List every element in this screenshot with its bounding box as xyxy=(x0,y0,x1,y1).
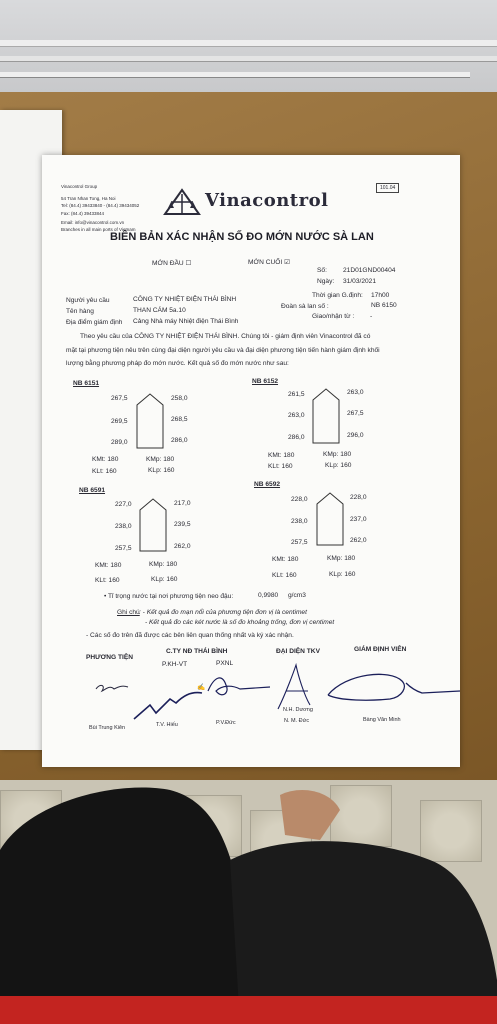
goods-label: Tên hàng xyxy=(66,308,94,315)
paper-stack-background xyxy=(0,0,497,92)
intro-line-2: mặt tại phương tiện nêu trên cùng đại diện người yêu cầu và đại diện phương tiện tiến hành giám định khối xyxy=(66,347,380,354)
density-label: • Tỉ trọng nước tại nơi phương tiện neo đậu: xyxy=(104,593,234,600)
sig-pxnl: PXNL xyxy=(216,660,234,667)
red-fabric xyxy=(0,996,497,1024)
barge-diagram xyxy=(136,393,164,449)
barge-name: NB 6152 xyxy=(252,378,279,385)
barge-name: NB 6592 xyxy=(254,481,281,488)
density-unit: g/cm3 xyxy=(288,592,306,599)
draft-left-mid: 263,0 xyxy=(288,412,305,419)
form-code: 101.04 xyxy=(376,183,399,193)
draft-left-aft: 286,0 xyxy=(288,434,305,441)
document-title: BIÊN BẢN XÁC NHẬN SỐ ĐO MỚN NƯỚC SÀ LAN xyxy=(110,231,374,243)
barge-label: Đoàn sà lan số : xyxy=(281,303,329,310)
place-label: Địa điểm giám định xyxy=(66,319,123,326)
sig-name-4a: N.H. Dương xyxy=(283,707,313,713)
draft-left-aft: 257,5 xyxy=(115,545,132,552)
kmt-value: KMt: 180 xyxy=(272,556,299,563)
kmt-value: KMt: 180 xyxy=(95,562,122,569)
company-fax: Fax: (84.4) 39433844 xyxy=(61,211,105,216)
requester-value: CÔNG TY NHIỆT ĐIỆN THÁI BÌNH xyxy=(133,296,237,303)
draft-right-aft: 262,0 xyxy=(174,543,191,550)
signature-mark: ✍ xyxy=(197,684,206,691)
density-value: 0,9980 xyxy=(258,592,279,599)
draft-left-mid: 238,0 xyxy=(115,523,132,530)
kmt-value: KMt: 180 xyxy=(268,452,295,459)
doc-number: 21D01GND00404 xyxy=(343,267,396,274)
klp-value: KLp: 160 xyxy=(329,571,356,578)
draft-right-mid: 267,5 xyxy=(347,410,364,417)
place-value: Cảng Nhà máy Nhiệt điện Thái Bình xyxy=(133,318,239,325)
notes-line-1: : - Kết quả đo mạn nổi của phương tiện đơn vị là centimet xyxy=(139,609,307,616)
draft-right-aft: 262,0 xyxy=(350,537,367,544)
doc-number-label: Số: xyxy=(317,267,327,274)
kmt-value: KMt: 180 xyxy=(92,456,119,463)
intro-line-1: Theo yêu cầu của CÔNG TY NHIỆT ĐIỆN THÁI BÌNH. Chúng tôi - giám định viên Vinacontrol đã có xyxy=(80,333,371,340)
brand-name: Vinacontrol xyxy=(205,190,329,211)
klp-value: KLp: 160 xyxy=(148,467,175,474)
barge-value: NB 6150 xyxy=(371,302,397,309)
kmp-value: KMp: 180 xyxy=(323,451,352,458)
company-tel: Tel: (84.4) 39433840 - (84.4) 39434052 xyxy=(61,203,140,208)
notes-agreement: - Các số đo trên đã được các bên liên quan thống nhất và ký xác nhận. xyxy=(86,632,294,639)
time-value: 17h00 xyxy=(371,292,390,299)
company-name: Vinacontrol Group xyxy=(61,184,98,189)
company-branches: Branches in all main ports of Vietnam xyxy=(61,227,136,232)
company-address: 54 Tran Nhan Tong, Ha Noi xyxy=(61,196,116,201)
draft-right-aft: 296,0 xyxy=(347,432,364,439)
barge-name: NB 6151 xyxy=(73,380,100,387)
requester-label: Người yêu cầu xyxy=(66,297,110,304)
sig-name-4b: N. M. Đức xyxy=(284,718,310,724)
last-draft-label: MỚN CUỐI ☑ xyxy=(248,259,290,266)
draft-left-fore: 228,0 xyxy=(291,496,308,503)
draft-right-mid: 239,5 xyxy=(174,521,191,528)
company-email: Email: info@vinacontrol.com.vn xyxy=(61,220,125,225)
draft-left-fore: 261,5 xyxy=(288,391,305,398)
notes-line-2: - Kết quả đo các két nước là số đo khoảng trống, đơn vị centimet xyxy=(145,619,335,626)
draft-right-fore: 228,0 xyxy=(350,494,367,501)
handwritten-signatures xyxy=(90,663,470,725)
barge-diagram xyxy=(316,492,344,546)
draft-right-fore: 263,0 xyxy=(347,389,364,396)
draft-right-fore: 258,0 xyxy=(171,395,188,402)
klp-value: KLp: 160 xyxy=(325,462,352,469)
draft-left-mid: 269,5 xyxy=(111,418,128,425)
vinacontrol-logo-icon xyxy=(163,188,201,216)
sig-tkv-header: ĐẠI DIỆN TKV xyxy=(276,648,320,655)
barge-name: NB 6591 xyxy=(79,487,106,494)
kmp-value: KMp: 180 xyxy=(327,555,356,562)
goods-value: THAN CÁM 5a.10 xyxy=(133,307,186,314)
kmp-value: KMp: 180 xyxy=(146,456,175,463)
barge-diagram xyxy=(139,498,167,552)
time-label: Thời gian G.định: xyxy=(312,292,363,299)
notes-label: Ghi chú xyxy=(117,609,140,616)
first-draft-label: MỚN ĐẦU ☐ xyxy=(152,260,192,267)
sig-pkh: P.KH-VT xyxy=(162,661,188,668)
kmp-value: KMp: 180 xyxy=(149,561,178,568)
draft-left-fore: 267,5 xyxy=(111,395,128,402)
klt-value: KLt: 160 xyxy=(268,463,293,470)
barge-diagram xyxy=(312,388,340,444)
draft-left-fore: 227,0 xyxy=(115,501,132,508)
delivery-value: - xyxy=(370,313,373,320)
draft-right-aft: 286,0 xyxy=(171,437,188,444)
klt-value: KLt: 160 xyxy=(95,577,120,584)
klt-value: KLt: 160 xyxy=(92,468,117,475)
doc-date-label: Ngày: xyxy=(317,278,335,285)
draft-left-aft: 289,0 xyxy=(111,439,128,446)
draft-right-mid: 237,0 xyxy=(350,516,367,523)
klp-value: KLp: 160 xyxy=(151,576,178,583)
sig-company-header: C.TY NĐ THÁI BÌNH xyxy=(166,648,228,655)
sig-vehicle-header: PHƯƠNG TIỆN xyxy=(86,654,133,661)
sig-name-3: P.V.Đức xyxy=(216,720,236,726)
sig-name-1: Bùi Trung Kiên xyxy=(89,725,126,731)
delivery-label: Giao/nhận từ : xyxy=(312,313,355,320)
doc-date: 31/03/2021 xyxy=(343,278,377,285)
sig-name-2: T.V. Hiếu xyxy=(156,722,178,728)
draft-right-mid: 268,5 xyxy=(171,416,188,423)
draft-right-fore: 217,0 xyxy=(174,500,191,507)
sig-inspector-header: GIÁM ĐỊNH VIÊN xyxy=(354,646,407,653)
legs-shadow xyxy=(0,780,497,1024)
draft-left-mid: 238,0 xyxy=(291,518,308,525)
klt-value: KLt: 160 xyxy=(272,572,297,579)
intro-line-3: lượng bằng phương pháp đo mớn nước. Kết quả số đo mớn nước như sau: xyxy=(66,360,289,367)
draft-left-aft: 257,5 xyxy=(291,539,308,546)
sig-name-5: Bàng Văn Minh xyxy=(363,717,401,723)
